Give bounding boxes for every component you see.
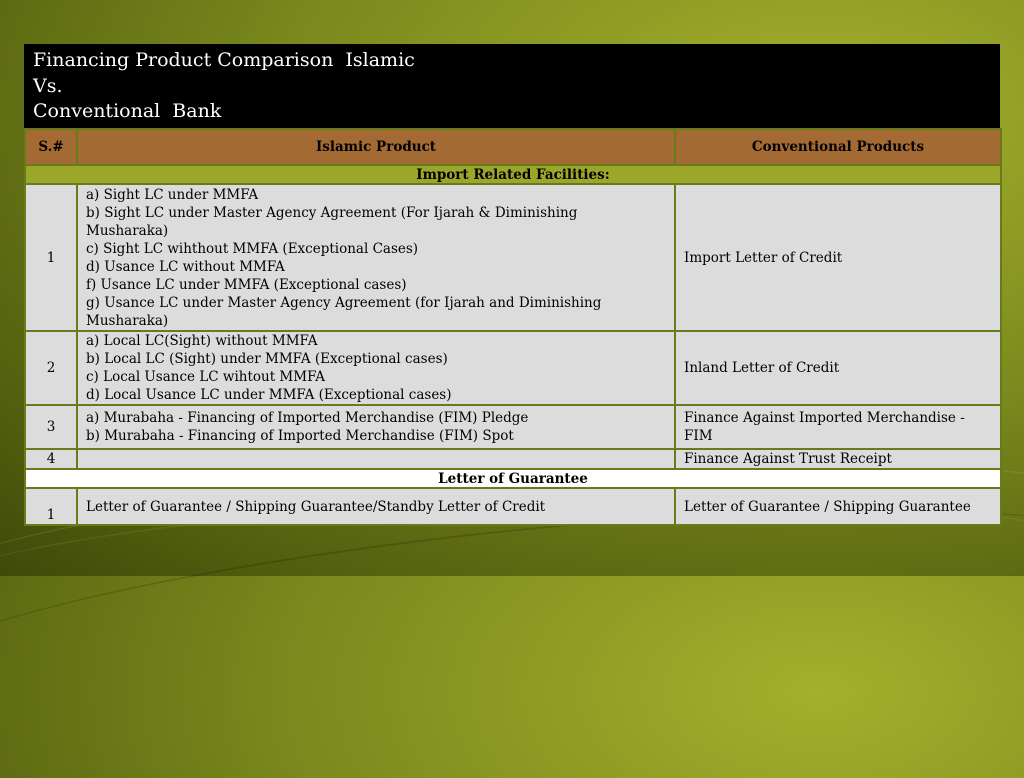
islamic-line: a) Murabaha - Financing of Imported Merchandise (FIM) Pledge: [86, 410, 529, 426]
table-row: [25, 405, 1001, 449]
islamic-cell: Letter of Guarantee / Shipping Guarantee/Standby Letter of Credit: [77, 488, 675, 525]
header-conventional: Conventional Products: [675, 129, 1001, 165]
title-line-1: Financing Product Comparison Islamic: [33, 49, 415, 71]
conventional-cell: Finance Against Trust Receipt: [675, 449, 1001, 469]
comparison-table: [24, 128, 1002, 526]
table-row: [25, 184, 1001, 331]
islamic-line: b) Local LC (Sight) under MMFA (Exceptional cases): [86, 351, 448, 367]
islamic-line: b) Murabaha - Financing of Imported Merchandise (FIM) Spot: [86, 428, 514, 444]
conventional-cell: Inland Letter of Credit: [675, 331, 1001, 405]
islamic-line: c) Local Usance LC wihtout MMFA: [86, 369, 326, 385]
table-row: [25, 331, 1001, 405]
header-row: [25, 129, 1001, 165]
row-number: [25, 488, 77, 525]
section-row-import: [25, 165, 1001, 184]
table-row: [25, 488, 1001, 525]
header-islamic: Islamic Product: [77, 129, 675, 165]
row-number-text: 1: [46, 507, 56, 523]
islamic-line: a) Local LC(Sight) without MMFA: [86, 333, 318, 349]
islamic-cell: [77, 449, 675, 469]
title-line-2: Vs.: [33, 74, 63, 97]
islamic-line: d) Local Usance LC under MMFA (Exceptional cases): [86, 387, 452, 403]
islamic-line: a) Sight LC under MMFA: [86, 186, 259, 203]
table-row: [25, 449, 1001, 469]
islamic-line: c) Sight LC wihthout MMFA (Exceptional Cases): [86, 240, 419, 257]
title-line-3: Conventional Bank: [33, 100, 222, 122]
islamic-line: Musharaka): [86, 222, 169, 239]
islamic-cell: [77, 184, 675, 331]
islamic-cell: [77, 405, 675, 449]
islamic-cell: [77, 331, 675, 405]
islamic-line: f) Usance LC under MMFA (Exceptional cases): [86, 276, 407, 293]
section-title-import: Import Related Facilities:: [25, 165, 1001, 184]
row-number: 1: [25, 184, 77, 331]
islamic-line: d) Usance LC without MMFA: [86, 258, 285, 275]
conventional-cell: Letter of Guarantee / Shipping Guarantee: [675, 488, 1001, 525]
islamic-line: b) Sight LC under Master Agency Agreement (For Ijarah & Diminishing: [86, 204, 578, 221]
section-title-guarantee: Letter of Guarantee: [25, 469, 1001, 488]
conventional-cell: Import Letter of Credit: [675, 184, 1001, 331]
section-row-guarantee: [25, 469, 1001, 488]
header-sn: S.#: [25, 129, 77, 165]
islamic-line: Musharaka): [86, 312, 169, 329]
islamic-line: g) Usance LC under Master Agency Agreement (for Ijarah and Diminishing: [86, 294, 602, 311]
row-number: 3: [25, 405, 77, 449]
conventional-cell: Finance Against Imported Merchandise - FIM: [675, 405, 1001, 449]
row-number: 4: [25, 449, 77, 469]
row-number: 2: [25, 331, 77, 405]
slide-title: [24, 44, 1000, 128]
